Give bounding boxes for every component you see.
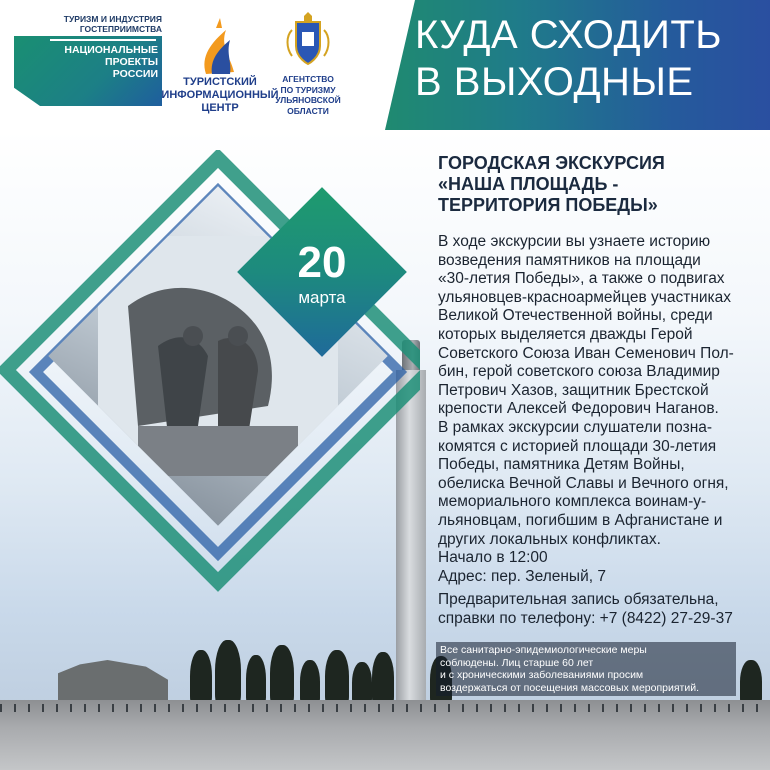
np-logo-rule	[50, 39, 156, 41]
event-description: В ходе экскурсии вы узнаете историю возведения памятников на площади «30-летия Победы», а также о подвигах ульяновцев-красноармейцев участниках Великой Отечественной войны, среди которых выделяется дважды Герой Советского Союза Иван Семенович Пол- бин, герой советского союза Владимир Петрович Хазов, защитник Брестской крепости Алексей Федорович Наганов. В рамках экскурсии слушатели позна- комятся с историей площади 30-летия Победы, памятника Детям Войны, обелиска Вечной Славы и Вечного огня, мемориального комплекса воинам-у- льяновцам, погибшим в Афганистане и других локальных конфликтах. Начало в 12:00 Адрес: пер. Зеленый, 7	[438, 233, 734, 585]
fence	[0, 704, 770, 712]
agency-logo-text: АГЕНТСТВО ПО ТУРИЗМУ УЛЬЯНОВСКОЙ ОБЛАСТИ	[275, 74, 341, 116]
headline-title: КУДА СХОДИТЬ В ВЫХОДНЫЕ	[415, 13, 722, 104]
national-projects-logo	[14, 14, 164, 106]
tourist-info-center-logo	[160, 16, 280, 126]
sanitary-notice: Все санитарно-эпидемиологические меры соблюдены. Лиц старше 60 лет и с хроническими заболеваниями просим воздержаться от посещения массовых мероприятий.	[436, 642, 736, 696]
np-logo-subtitle: ТУРИЗМ И ИНДУСТРИЯ ГОСТЕПРИИМСТВА	[63, 14, 162, 34]
booking-info: Предварительная запись обязательна, справки по телефону: +7 (8422) 27-29-37	[438, 591, 733, 627]
date-month: марта	[298, 288, 346, 307]
event-title: ГОРОДСКАЯ ЭКСКУРСИЯ «НАША ПЛОЩАДЬ - ТЕРРИТОРИЯ ПОБЕДЫ»	[438, 153, 665, 215]
tree	[270, 645, 294, 708]
tree	[215, 640, 241, 708]
np-logo-title: НАЦИОНАЛЬНЫЕ ПРОЕКТЫ РОССИИ	[64, 44, 158, 80]
tic-logo-text: ТУРИСТСКИЙ ИНФОРМАЦИОННЫЙ ЦЕНТР	[161, 76, 279, 114]
coat-of-arms-icon	[268, 12, 348, 72]
flame-swoosh-icon	[160, 16, 280, 76]
tourism-agency-logo	[268, 12, 348, 130]
date-day: 20	[297, 238, 347, 287]
